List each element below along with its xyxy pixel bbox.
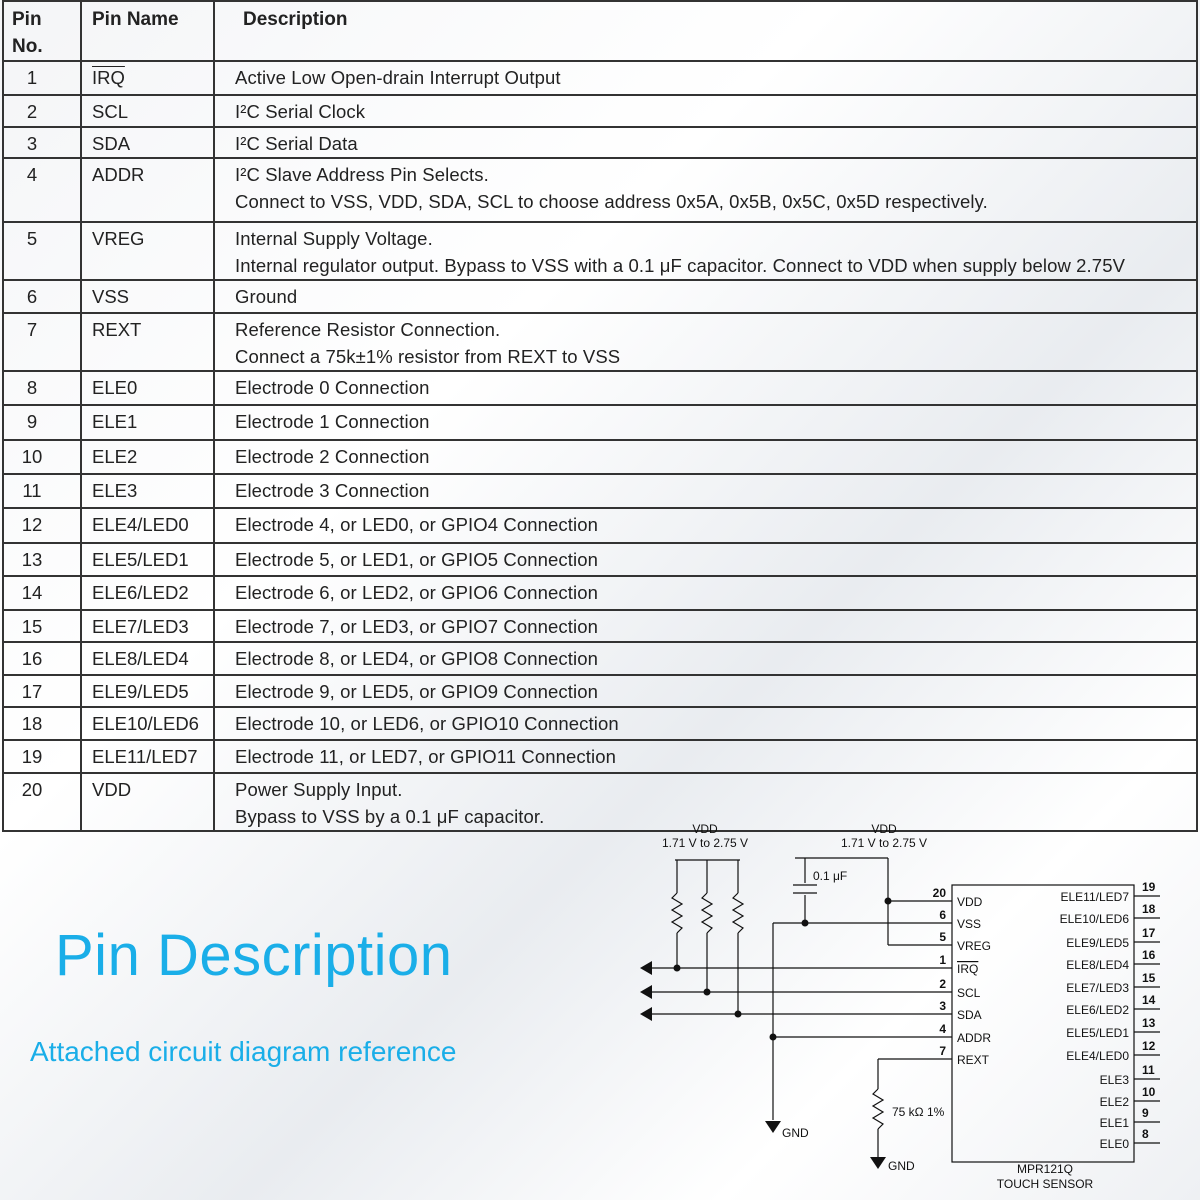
pin-number-cell: 11: [3, 474, 81, 508]
pin-description-cell: [214, 508, 1197, 543]
pin-name-cell: VDD: [81, 773, 214, 831]
table-row: [3, 440, 1197, 474]
description-line: Electrode 7, or LED3, or GPIO7 Connection: [235, 616, 598, 637]
gnd-icon-1: [765, 1121, 781, 1133]
pin-number-cell: 7: [3, 313, 81, 371]
chip-right-pin-name: ELE2: [1099, 1095, 1129, 1109]
pin-number-cell: 3: [3, 127, 81, 158]
table-row: [3, 543, 1197, 576]
table-row: [3, 405, 1197, 440]
chip-left-pin-name: ADDR: [957, 1031, 992, 1045]
pin-name-cell: ELE8/LED4: [81, 642, 214, 675]
chip-left-pin-number: 1: [939, 953, 946, 967]
pin-name-cell: ELE11/LED7: [81, 740, 214, 773]
chip-right-pin-number: 9: [1142, 1106, 1149, 1120]
chip-right-pin-number: 17: [1142, 926, 1156, 940]
pin-description-cell: [214, 740, 1197, 773]
table-row: [3, 313, 1197, 371]
description-line: Power Supply Input.: [235, 779, 403, 800]
sda-arrow-icon: [640, 1007, 652, 1021]
pullup-resistor-1: [672, 893, 682, 933]
chip-left-pin-name: VSS: [957, 917, 982, 931]
chip-right-pin-number: 15: [1142, 971, 1156, 985]
pin-name-cell: ELE9/LED5: [81, 675, 214, 707]
pin-number-cell: 1: [3, 61, 81, 95]
pin-number-cell: 13: [3, 543, 81, 576]
description-line: I²C Slave Address Pin Selects.: [235, 164, 489, 185]
pin-description-cell: [214, 440, 1197, 474]
description-line: Connect to VSS, VDD, SDA, SCL to choose address 0x5A, 0x5B, 0x5C, 0x5D respectively.: [235, 191, 988, 212]
pin-name-cell: SDA: [81, 127, 214, 158]
irq-arrow-icon: [640, 961, 652, 975]
chip-right-pin-name: ELE3: [1099, 1073, 1129, 1087]
table-row: [3, 95, 1197, 127]
pullup-resistor-3: [733, 893, 743, 933]
rext-resistor: [873, 1089, 883, 1129]
resistor-label: 75 kΩ 1%: [892, 1105, 945, 1119]
description-line: Electrode 1 Connection: [235, 411, 430, 432]
chip-left-pin-number: 5: [939, 930, 946, 944]
pin-description-cell: [214, 576, 1197, 610]
chip-left-pin-name: SDA: [957, 1008, 982, 1022]
description-line: Internal regulator output. Bypass to VSS with a 0.1 μF capacitor. Connect to VDD when supply below 2.75V: [235, 255, 1126, 276]
pin-name-cell: ELE2: [81, 440, 214, 474]
pin-description-cell: [214, 61, 1197, 95]
pin-number-cell: 14: [3, 576, 81, 610]
description-line: Active Low Open-drain Interrupt Output: [235, 67, 561, 88]
table-row: [3, 222, 1197, 280]
chip-subtitle: TOUCH SENSOR: [996, 1177, 1094, 1191]
description-line: Electrode 3 Connection: [235, 480, 430, 501]
pin-number-cell: 10: [3, 440, 81, 474]
table-row: [3, 371, 1197, 405]
table-row: [3, 61, 1197, 95]
pin-description-cell: [214, 158, 1197, 222]
chip-right-pin-name: ELE5/LED1: [1066, 1026, 1129, 1040]
table-row: [3, 707, 1197, 740]
pin-number-cell: 16: [3, 642, 81, 675]
pin-table-container: [2, 0, 1198, 832]
pin-number-cell: 4: [3, 158, 81, 222]
chip-right-pin-number: 19: [1142, 880, 1156, 894]
pin-number-cell: 18: [3, 707, 81, 740]
chip-right-pin-number: 12: [1142, 1039, 1156, 1053]
chip-left-pin-name: VDD: [957, 895, 983, 909]
description-line: Electrode 0 Connection: [235, 377, 430, 398]
gnd-label-1: GND: [782, 1126, 809, 1140]
chip-name: MPR121Q: [1016, 1162, 1074, 1176]
chip-right-pin-number: 18: [1142, 902, 1156, 916]
table-row: [3, 740, 1197, 773]
pin-name-cell: $\overline{IRQ}$: [81, 61, 214, 95]
pin-number-cell: 9: [3, 405, 81, 440]
pin-name-cell: ELE1: [81, 405, 214, 440]
description-line: Ground: [235, 286, 298, 307]
description-line: I²C Serial Clock: [235, 101, 366, 122]
pin-name-cell: REXT: [81, 313, 214, 371]
pin-description-cell: [214, 707, 1197, 740]
pin-number-cell: 17: [3, 675, 81, 707]
pin-description-cell: [214, 95, 1197, 127]
pin-name-cell: ELE6/LED2: [81, 576, 214, 610]
pin-description-cell: [214, 127, 1197, 158]
vdd-range-right: 1.71 V to 2.75 V: [840, 836, 928, 850]
description-line: Internal Supply Voltage.: [235, 228, 433, 249]
description-line: Connect a 75k±1% resistor from REXT to VSS: [235, 346, 621, 367]
table-row: [3, 576, 1197, 610]
chip-left-pin-number: 20: [932, 886, 946, 900]
chip-right-pin-name: ELE0: [1099, 1137, 1129, 1151]
scl-arrow-icon: [640, 985, 652, 999]
pin-number-cell: 2: [3, 95, 81, 127]
pin-description-cell: [214, 313, 1197, 371]
chip-left-pin-number: 6: [939, 908, 946, 922]
pin-description-cell: [214, 610, 1197, 642]
pin-name-cell: VSS: [81, 280, 214, 313]
table-header-row: [3, 1, 1197, 61]
pin-number-cell: 6: [3, 280, 81, 313]
chip-right-pin-name: ELE6/LED2: [1066, 1003, 1129, 1017]
pin-name-cell: ELE0: [81, 371, 214, 405]
description-line: Electrode 10, or LED6, or GPIO10 Connection: [235, 713, 619, 734]
description-line: Electrode 9, or LED5, or GPIO9 Connection: [235, 681, 598, 702]
description-line: Electrode 5, or LED1, or GPIO5 Connection: [235, 549, 598, 570]
header-pin-name: Pin Name: [81, 1, 214, 61]
chip-right-pin-number: 8: [1142, 1127, 1149, 1141]
page-title: Pin Description: [55, 923, 453, 988]
pin-name-cell: ELE3: [81, 474, 214, 508]
pin-description-cell: [214, 675, 1197, 707]
pin-number-cell: 8: [3, 371, 81, 405]
chip-right-pin-name: ELE4/LED0: [1066, 1049, 1129, 1063]
pin-description-cell: [214, 222, 1197, 280]
gnd-icon-2: [870, 1157, 886, 1169]
chip-left-pin-name: SCL: [957, 986, 981, 1000]
chip-left-pin-name: VREG: [957, 939, 992, 953]
pin-name-cell: VREG: [81, 222, 214, 280]
description-line: I²C Serial Data: [235, 133, 358, 154]
table-row: [3, 280, 1197, 313]
description-line: Electrode 11, or LED7, or GPIO11 Connection: [235, 746, 617, 767]
vdd-label-right: VDD: [871, 822, 897, 836]
chip-right-pin-name: ELE11/LED7: [1060, 890, 1129, 904]
chip-right-pin-number: 11: [1142, 1063, 1155, 1077]
pin-name-cell: ELE10/LED6: [81, 707, 214, 740]
description-line: Electrode 2 Connection: [235, 446, 430, 467]
table-row: [3, 508, 1197, 543]
description-line: Bypass to VSS by a 0.1 μF capacitor.: [235, 806, 545, 827]
pin-description-cell: [214, 280, 1197, 313]
pin-name-cell: SCL: [81, 95, 214, 127]
chip-left-pin-number: 4: [939, 1022, 946, 1036]
chip-right-pin-number: 14: [1142, 993, 1156, 1007]
chip-right-pin-name: ELE9/LED5: [1066, 936, 1129, 950]
pin-name-cell: ELE5/LED1: [81, 543, 214, 576]
description-line: Electrode 4, or LED0, or GPIO4 Connection: [235, 514, 598, 535]
pin-description-cell: [214, 642, 1197, 675]
table-row: [3, 158, 1197, 222]
pin-description-cell: [214, 405, 1197, 440]
vdd-label-left: VDD: [692, 822, 718, 836]
chip-right-pin-number: 16: [1142, 948, 1156, 962]
description-line: Reference Resistor Connection.: [235, 319, 501, 340]
chip-left-pin-number: 2: [939, 977, 946, 991]
chip-left-pin-name: IRQ: [957, 962, 979, 976]
table-row: [3, 127, 1197, 158]
pin-name-cell: ELE7/LED3: [81, 610, 214, 642]
pin-description-table: [2, 0, 1198, 832]
pin-number-cell: 19: [3, 740, 81, 773]
chip-left-pin-number: 7: [939, 1044, 946, 1058]
table-row: [3, 610, 1197, 642]
pin-number-cell: 20: [3, 773, 81, 831]
description-line: Electrode 6, or LED2, or GPIO6 Connection: [235, 582, 598, 603]
chip-right-pin-number: 13: [1142, 1016, 1156, 1030]
pin-description-cell: [214, 543, 1197, 576]
pin-name-cell: ADDR: [81, 158, 214, 222]
pin-number-cell: 5: [3, 222, 81, 280]
gnd-label-2: GND: [888, 1159, 915, 1173]
chip-right-pin-name: ELE7/LED3: [1066, 981, 1129, 995]
chip-right-pin-number: 10: [1142, 1085, 1156, 1099]
pin-number-cell: 12: [3, 508, 81, 543]
pin-number-cell: 15: [3, 610, 81, 642]
table-row: [3, 642, 1197, 675]
pin-name-cell: ELE4/LED0: [81, 508, 214, 543]
pullup-resistor-2: [702, 893, 712, 933]
vdd-range-left: 1.71 V to 2.75 V: [661, 836, 749, 850]
chip-right-pin-name: ELE1: [1099, 1116, 1129, 1130]
pin-description-cell: [214, 371, 1197, 405]
header-description: Description: [214, 1, 1197, 61]
chip-right-pin-name: ELE8/LED4: [1066, 958, 1129, 972]
header-pin-no: Pin No.: [3, 1, 81, 61]
description-line: Electrode 8, or LED4, or GPIO8 Connection: [235, 648, 598, 669]
chip-left-pin-number: 3: [939, 999, 946, 1013]
chip-right-pin-name: ELE10/LED6: [1059, 912, 1129, 926]
table-row: [3, 675, 1197, 707]
pin-description-cell: [214, 474, 1197, 508]
capacitor-label: 0.1 μF: [813, 869, 848, 883]
circuit-diagram: [620, 815, 1180, 1200]
page-subtitle: Attached circuit diagram reference: [30, 1036, 457, 1067]
pin-table-body: [3, 61, 1197, 831]
chip-left-pin-name: REXT: [957, 1053, 990, 1067]
table-row: [3, 474, 1197, 508]
